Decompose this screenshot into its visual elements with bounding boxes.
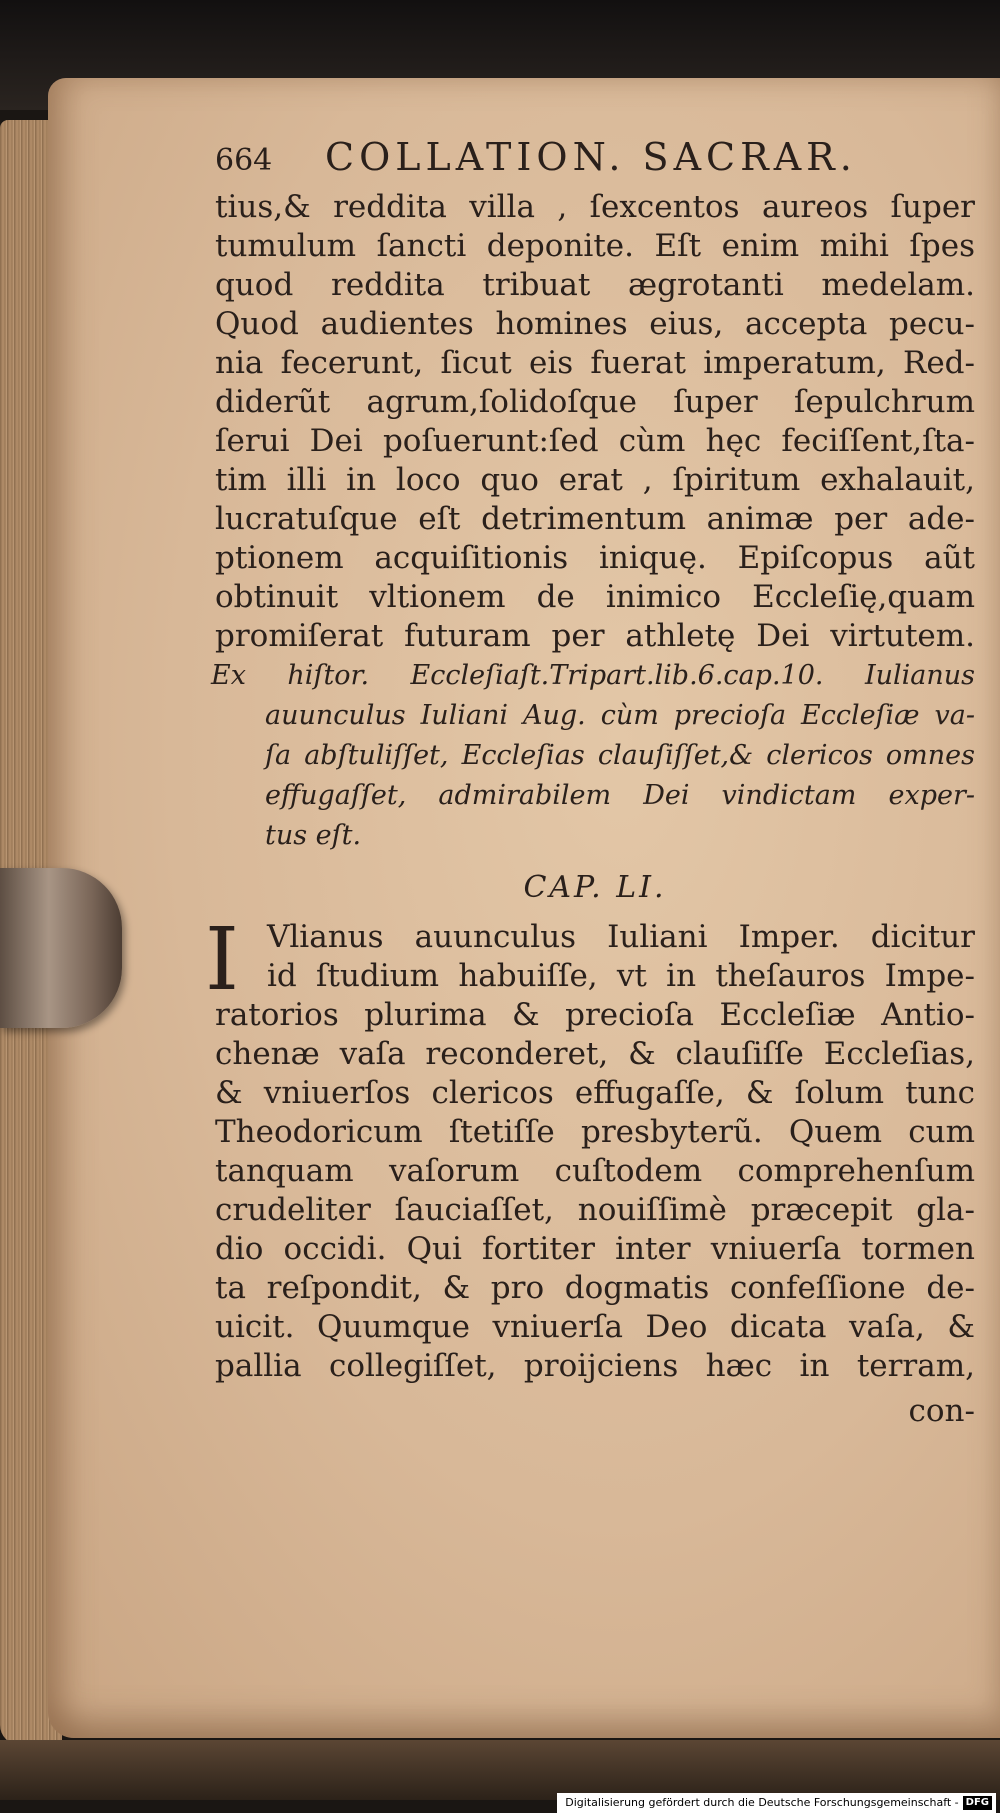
catchword: con-	[908, 1393, 975, 1429]
text-line: nia fecerunt, ſicut eis fuerat imperatum, Red-	[215, 345, 975, 381]
text-line: Theodoricum ſtetiſſe presbyterũ. Quem cum	[215, 1114, 975, 1150]
chapter-body	[205, 910, 975, 1431]
text-line: pallia collegiſſet, proijciens hæc in terram,	[215, 1348, 975, 1384]
summary-line: tus eſt.	[265, 820, 362, 851]
text-line: id ſtudium habuiſſe, vt in theſauros Impe-	[267, 958, 975, 994]
text-line: ptionem acquiſitionis iniquę. Epiſcopus aũt	[215, 540, 975, 576]
summary-line: Ex hiſtor. Eccleſiaſt.Tripart.lib.6.cap.10. Iulianus	[211, 660, 975, 691]
text-line: promiſerat futuram per athletę Dei virtutem.	[215, 618, 975, 654]
text-line: & vniuerſos clericos effugaſſe, & ſolum tunc	[215, 1075, 975, 1111]
text-line: ratorios plurima & precioſa Eccleſiæ Antio-	[215, 997, 975, 1033]
digitization-credit	[557, 1793, 996, 1813]
text-line: ſerui Dei poſuerunt:ſed cùm hęc feciſſent,ſta-	[215, 423, 975, 459]
text-line: Quod audientes homines eius, accepta pecu-	[215, 306, 975, 342]
text-line: tumulum ſancti deponite. Eſt enim mihi ſpes	[215, 228, 975, 264]
text-line: diderũt agrum,ſolidoſque ſuper ſepulchrum	[215, 384, 975, 420]
text-line: crudeliter ſauciaſſet, nouiſſimè præcepit gla-	[215, 1192, 975, 1228]
text-line: Vlianus auunculus Iuliani Imper. dicitur	[267, 919, 975, 955]
summary-line: ſa abſtuliſſet, Eccleſias clauſiſſet,& clericos omnes	[265, 740, 975, 771]
summary-line: auunculus Iuliani Aug. cùm precioſa Eccleſiæ va-	[265, 700, 975, 731]
chapter-summary	[211, 656, 975, 856]
dfg-logo: DFG	[963, 1796, 992, 1810]
text-line: uicit. Quumque vniuerſa Deo dicata vaſa, &	[215, 1309, 975, 1345]
drop-capital: I	[205, 910, 239, 1010]
top-paragraph	[215, 188, 975, 656]
page-number: 664	[215, 143, 273, 178]
text-line: lucratuſque eſt detrimentum animæ per ade-	[215, 501, 975, 537]
text-line: obtinuit vltionem de inimico Eccleſię,quam	[215, 579, 975, 615]
text-line: dio occidi. Qui fortiter inter vniuerſa tormen	[215, 1231, 975, 1267]
text-line: chenæ vaſa reconderet, & clauſiſſe Eccleſias,	[215, 1036, 975, 1072]
text-line: tim illi in loco quo erat , ſpiritum exhalauit,	[215, 462, 975, 498]
page-text	[205, 135, 975, 1431]
bookmark-tab	[0, 868, 122, 1028]
text-line: tanquam vaſorum cuſtodem comprehenſum	[215, 1153, 975, 1189]
running-title: COLLATION. SACRAR.	[325, 135, 857, 179]
text-line: ta reſpondit, & pro dogmatis confeſſione de-	[215, 1270, 975, 1306]
text-line: tius,& reddita villa , ſexcentos aureos ſuper	[215, 189, 975, 225]
credit-text: Digitalisierung gefördert durch die Deutsche Forschungsgemeinschaft -	[565, 1796, 959, 1809]
book-bottom-edge	[0, 1740, 1000, 1800]
chapter-heading: CAP. LI.	[523, 870, 667, 905]
summary-line: effugaſſet, admirabilem Dei vindictam exper-	[265, 780, 975, 811]
page-header	[215, 135, 975, 188]
text-line: quod reddita tribuat ægrotanti medelam.	[215, 267, 975, 303]
